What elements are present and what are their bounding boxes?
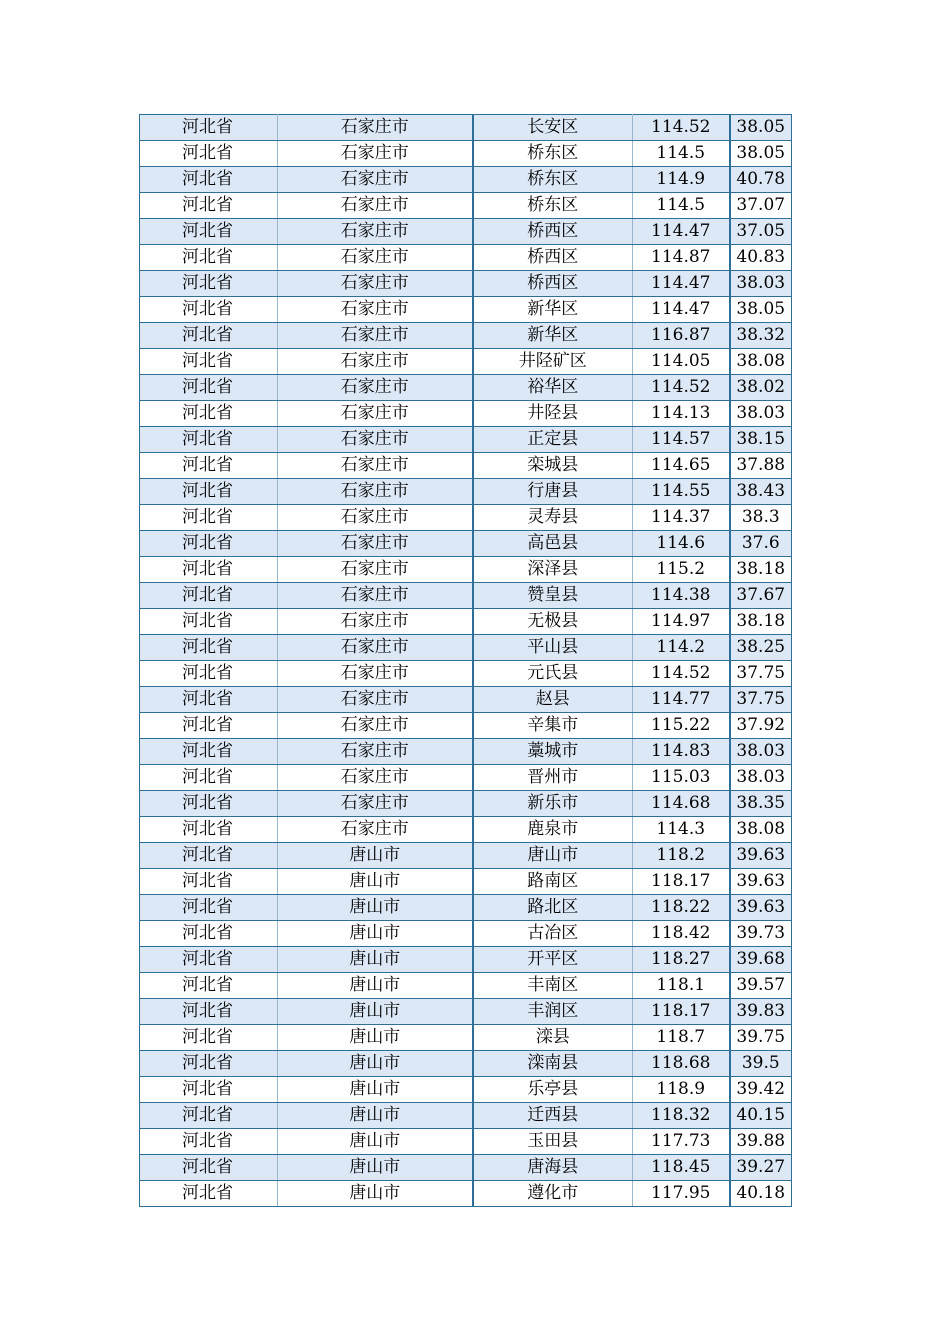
latitude-cell: 39.75 (730, 1025, 792, 1051)
province-cell: 河北省 (140, 583, 278, 609)
district-cell: 深泽县 (473, 557, 633, 583)
city-cell: 唐山市 (278, 1051, 473, 1077)
longitude-cell: 118.68 (633, 1051, 730, 1077)
city-cell: 石家庄市 (278, 453, 473, 479)
district-cell: 无极县 (473, 609, 633, 635)
district-cell: 丰润区 (473, 999, 633, 1025)
longitude-cell: 114.68 (633, 791, 730, 817)
table-row (140, 219, 792, 245)
province-cell: 河北省 (140, 999, 278, 1025)
district-cell: 桥西区 (473, 245, 633, 271)
district-cell: 滦县 (473, 1025, 633, 1051)
city-cell: 石家庄市 (278, 297, 473, 323)
city-cell: 石家庄市 (278, 661, 473, 687)
province-cell: 河北省 (140, 713, 278, 739)
district-cell: 赵县 (473, 687, 633, 713)
latitude-cell: 39.27 (730, 1155, 792, 1181)
longitude-cell: 118.42 (633, 921, 730, 947)
district-cell: 唐海县 (473, 1155, 633, 1181)
province-cell: 河北省 (140, 1155, 278, 1181)
province-cell: 河北省 (140, 245, 278, 271)
table-row (140, 921, 792, 947)
table-row (140, 947, 792, 973)
city-cell: 唐山市 (278, 1155, 473, 1181)
longitude-cell: 118.1 (633, 973, 730, 999)
latitude-cell: 38.03 (730, 271, 792, 297)
latitude-cell: 38.18 (730, 609, 792, 635)
district-cell: 桥东区 (473, 141, 633, 167)
longitude-cell: 117.73 (633, 1129, 730, 1155)
latitude-cell: 39.57 (730, 973, 792, 999)
latitude-cell: 40.78 (730, 167, 792, 193)
city-cell: 唐山市 (278, 895, 473, 921)
longitude-cell: 118.17 (633, 999, 730, 1025)
table-row (140, 1155, 792, 1181)
longitude-cell: 118.27 (633, 947, 730, 973)
city-cell: 石家庄市 (278, 349, 473, 375)
city-cell: 石家庄市 (278, 505, 473, 531)
table-row (140, 323, 792, 349)
longitude-cell: 115.22 (633, 713, 730, 739)
table-row (140, 583, 792, 609)
province-cell: 河北省 (140, 973, 278, 999)
longitude-cell: 114.13 (633, 401, 730, 427)
province-cell: 河北省 (140, 375, 278, 401)
longitude-cell: 118.32 (633, 1103, 730, 1129)
city-cell: 石家庄市 (278, 713, 473, 739)
province-cell: 河北省 (140, 1025, 278, 1051)
province-cell: 河北省 (140, 167, 278, 193)
latitude-cell: 38.05 (730, 141, 792, 167)
province-cell: 河北省 (140, 271, 278, 297)
city-cell: 唐山市 (278, 999, 473, 1025)
longitude-cell: 114.37 (633, 505, 730, 531)
latitude-cell: 38.05 (730, 115, 792, 141)
longitude-cell: 114.52 (633, 375, 730, 401)
table-row (140, 1129, 792, 1155)
latitude-cell: 37.88 (730, 453, 792, 479)
district-cell: 裕华区 (473, 375, 633, 401)
city-cell: 石家庄市 (278, 791, 473, 817)
longitude-cell: 114.38 (633, 583, 730, 609)
longitude-cell: 114.83 (633, 739, 730, 765)
latitude-cell: 38.43 (730, 479, 792, 505)
city-cell: 石家庄市 (278, 141, 473, 167)
city-cell: 石家庄市 (278, 401, 473, 427)
city-cell: 唐山市 (278, 947, 473, 973)
table-row (140, 765, 792, 791)
province-cell: 河北省 (140, 609, 278, 635)
province-cell: 河北省 (140, 1077, 278, 1103)
province-cell: 河北省 (140, 297, 278, 323)
district-cell: 赞皇县 (473, 583, 633, 609)
table-row (140, 999, 792, 1025)
longitude-cell: 114.5 (633, 193, 730, 219)
latitude-cell: 38.32 (730, 323, 792, 349)
city-cell: 石家庄市 (278, 765, 473, 791)
city-cell: 唐山市 (278, 973, 473, 999)
longitude-cell: 118.9 (633, 1077, 730, 1103)
district-cell: 平山县 (473, 635, 633, 661)
latitude-cell: 40.18 (730, 1181, 792, 1207)
province-cell: 河北省 (140, 1129, 278, 1155)
longitude-cell: 114.57 (633, 427, 730, 453)
latitude-cell: 38.02 (730, 375, 792, 401)
province-cell: 河北省 (140, 635, 278, 661)
city-cell: 石家庄市 (278, 687, 473, 713)
city-cell: 石家庄市 (278, 271, 473, 297)
longitude-cell: 118.7 (633, 1025, 730, 1051)
city-cell: 石家庄市 (278, 817, 473, 843)
latitude-cell: 38.35 (730, 791, 792, 817)
city-cell: 石家庄市 (278, 245, 473, 271)
table-row (140, 167, 792, 193)
table-row (140, 739, 792, 765)
district-cell: 元氏县 (473, 661, 633, 687)
province-cell: 河北省 (140, 505, 278, 531)
table-row (140, 1103, 792, 1129)
latitude-cell: 38.05 (730, 297, 792, 323)
district-cell: 栾城县 (473, 453, 633, 479)
table-row (140, 895, 792, 921)
district-cell: 鹿泉市 (473, 817, 633, 843)
longitude-cell: 118.22 (633, 895, 730, 921)
latitude-cell: 39.63 (730, 843, 792, 869)
latitude-cell: 38.08 (730, 817, 792, 843)
table-row (140, 635, 792, 661)
province-cell: 河北省 (140, 1103, 278, 1129)
region-coordinates-table (139, 114, 792, 1207)
latitude-cell: 37.6 (730, 531, 792, 557)
table-row (140, 141, 792, 167)
city-cell: 唐山市 (278, 1181, 473, 1207)
latitude-cell: 38.08 (730, 349, 792, 375)
latitude-cell: 40.83 (730, 245, 792, 271)
city-cell: 石家庄市 (278, 583, 473, 609)
table-row (140, 427, 792, 453)
table-row (140, 817, 792, 843)
latitude-cell: 37.75 (730, 687, 792, 713)
district-cell: 新乐市 (473, 791, 633, 817)
province-cell: 河北省 (140, 401, 278, 427)
district-cell: 玉田县 (473, 1129, 633, 1155)
district-cell: 新华区 (473, 297, 633, 323)
city-cell: 唐山市 (278, 1103, 473, 1129)
latitude-cell: 39.5 (730, 1051, 792, 1077)
latitude-cell: 39.63 (730, 869, 792, 895)
city-cell: 石家庄市 (278, 193, 473, 219)
city-cell: 石家庄市 (278, 219, 473, 245)
latitude-cell: 37.67 (730, 583, 792, 609)
province-cell: 河北省 (140, 947, 278, 973)
longitude-cell: 116.87 (633, 323, 730, 349)
district-cell: 正定县 (473, 427, 633, 453)
province-cell: 河北省 (140, 661, 278, 687)
province-cell: 河北省 (140, 921, 278, 947)
latitude-cell: 38.03 (730, 739, 792, 765)
province-cell: 河北省 (140, 1181, 278, 1207)
longitude-cell: 114.97 (633, 609, 730, 635)
district-cell: 桥东区 (473, 193, 633, 219)
longitude-cell: 118.2 (633, 843, 730, 869)
district-cell: 长安区 (473, 115, 633, 141)
province-cell: 河北省 (140, 817, 278, 843)
province-cell: 河北省 (140, 323, 278, 349)
table-row (140, 661, 792, 687)
province-cell: 河北省 (140, 765, 278, 791)
longitude-cell: 114.6 (633, 531, 730, 557)
longitude-cell: 114.87 (633, 245, 730, 271)
province-cell: 河北省 (140, 869, 278, 895)
latitude-cell: 39.42 (730, 1077, 792, 1103)
table-row (140, 713, 792, 739)
table-row (140, 115, 792, 141)
latitude-cell: 38.03 (730, 401, 792, 427)
table-row (140, 1051, 792, 1077)
province-cell: 河北省 (140, 895, 278, 921)
city-cell: 唐山市 (278, 921, 473, 947)
province-cell: 河北省 (140, 115, 278, 141)
city-cell: 石家庄市 (278, 635, 473, 661)
table-row (140, 531, 792, 557)
table-row (140, 349, 792, 375)
city-cell: 石家庄市 (278, 609, 473, 635)
city-cell: 唐山市 (278, 1077, 473, 1103)
longitude-cell: 114.47 (633, 271, 730, 297)
district-cell: 路南区 (473, 869, 633, 895)
district-cell: 迁西县 (473, 1103, 633, 1129)
longitude-cell: 114.2 (633, 635, 730, 661)
latitude-cell: 39.73 (730, 921, 792, 947)
province-cell: 河北省 (140, 687, 278, 713)
table-row (140, 609, 792, 635)
city-cell: 石家庄市 (278, 115, 473, 141)
province-cell: 河北省 (140, 479, 278, 505)
province-cell: 河北省 (140, 141, 278, 167)
longitude-cell: 118.17 (633, 869, 730, 895)
province-cell: 河北省 (140, 453, 278, 479)
latitude-cell: 39.68 (730, 947, 792, 973)
longitude-cell: 115.03 (633, 765, 730, 791)
latitude-cell: 38.3 (730, 505, 792, 531)
district-cell: 乐亭县 (473, 1077, 633, 1103)
table-body (140, 115, 792, 1207)
table-row (140, 791, 792, 817)
district-cell: 行唐县 (473, 479, 633, 505)
province-cell: 河北省 (140, 843, 278, 869)
district-cell: 滦南县 (473, 1051, 633, 1077)
city-cell: 石家庄市 (278, 557, 473, 583)
table-row (140, 557, 792, 583)
district-cell: 路北区 (473, 895, 633, 921)
province-cell: 河北省 (140, 427, 278, 453)
table-row (140, 843, 792, 869)
longitude-cell: 114.55 (633, 479, 730, 505)
table-row (140, 401, 792, 427)
province-cell: 河北省 (140, 219, 278, 245)
table-row (140, 193, 792, 219)
latitude-cell: 37.05 (730, 219, 792, 245)
district-cell: 丰南区 (473, 973, 633, 999)
longitude-cell: 114.9 (633, 167, 730, 193)
district-cell: 井陉矿区 (473, 349, 633, 375)
district-cell: 藁城市 (473, 739, 633, 765)
district-cell: 桥东区 (473, 167, 633, 193)
latitude-cell: 37.07 (730, 193, 792, 219)
city-cell: 唐山市 (278, 869, 473, 895)
table-row (140, 973, 792, 999)
district-cell: 桥西区 (473, 271, 633, 297)
latitude-cell: 39.83 (730, 999, 792, 1025)
city-cell: 唐山市 (278, 1129, 473, 1155)
district-cell: 桥西区 (473, 219, 633, 245)
longitude-cell: 114.5 (633, 141, 730, 167)
table-row (140, 297, 792, 323)
longitude-cell: 114.05 (633, 349, 730, 375)
longitude-cell: 118.45 (633, 1155, 730, 1181)
table-row (140, 505, 792, 531)
latitude-cell: 38.15 (730, 427, 792, 453)
province-cell: 河北省 (140, 739, 278, 765)
district-cell: 晋州市 (473, 765, 633, 791)
table-row (140, 375, 792, 401)
longitude-cell: 115.2 (633, 557, 730, 583)
longitude-cell: 114.3 (633, 817, 730, 843)
table-row (140, 245, 792, 271)
city-cell: 石家庄市 (278, 167, 473, 193)
city-cell: 石家庄市 (278, 531, 473, 557)
district-cell: 灵寿县 (473, 505, 633, 531)
latitude-cell: 37.75 (730, 661, 792, 687)
province-cell: 河北省 (140, 1051, 278, 1077)
city-cell: 唐山市 (278, 1025, 473, 1051)
longitude-cell: 114.52 (633, 115, 730, 141)
longitude-cell: 114.47 (633, 297, 730, 323)
province-cell: 河北省 (140, 531, 278, 557)
city-cell: 石家庄市 (278, 479, 473, 505)
latitude-cell: 39.88 (730, 1129, 792, 1155)
province-cell: 河北省 (140, 193, 278, 219)
table-row (140, 453, 792, 479)
province-cell: 河北省 (140, 791, 278, 817)
latitude-cell: 40.15 (730, 1103, 792, 1129)
city-cell: 石家庄市 (278, 739, 473, 765)
district-cell: 遵化市 (473, 1181, 633, 1207)
city-cell: 石家庄市 (278, 375, 473, 401)
district-cell: 高邑县 (473, 531, 633, 557)
district-cell: 古冶区 (473, 921, 633, 947)
latitude-cell: 38.18 (730, 557, 792, 583)
table-row (140, 869, 792, 895)
table-row (140, 1025, 792, 1051)
latitude-cell: 37.92 (730, 713, 792, 739)
district-cell: 辛集市 (473, 713, 633, 739)
district-cell: 唐山市 (473, 843, 633, 869)
longitude-cell: 114.65 (633, 453, 730, 479)
district-cell: 井陉县 (473, 401, 633, 427)
longitude-cell: 114.77 (633, 687, 730, 713)
table-row (140, 1181, 792, 1207)
table-row (140, 1077, 792, 1103)
longitude-cell: 117.95 (633, 1181, 730, 1207)
longitude-cell: 114.47 (633, 219, 730, 245)
latitude-cell: 39.63 (730, 895, 792, 921)
district-cell: 开平区 (473, 947, 633, 973)
city-cell: 唐山市 (278, 843, 473, 869)
city-cell: 石家庄市 (278, 427, 473, 453)
latitude-cell: 38.03 (730, 765, 792, 791)
province-cell: 河北省 (140, 349, 278, 375)
table-row (140, 271, 792, 297)
longitude-cell: 114.52 (633, 661, 730, 687)
table-row (140, 479, 792, 505)
latitude-cell: 38.25 (730, 635, 792, 661)
city-cell: 石家庄市 (278, 323, 473, 349)
table-row (140, 687, 792, 713)
province-cell: 河北省 (140, 557, 278, 583)
district-cell: 新华区 (473, 323, 633, 349)
